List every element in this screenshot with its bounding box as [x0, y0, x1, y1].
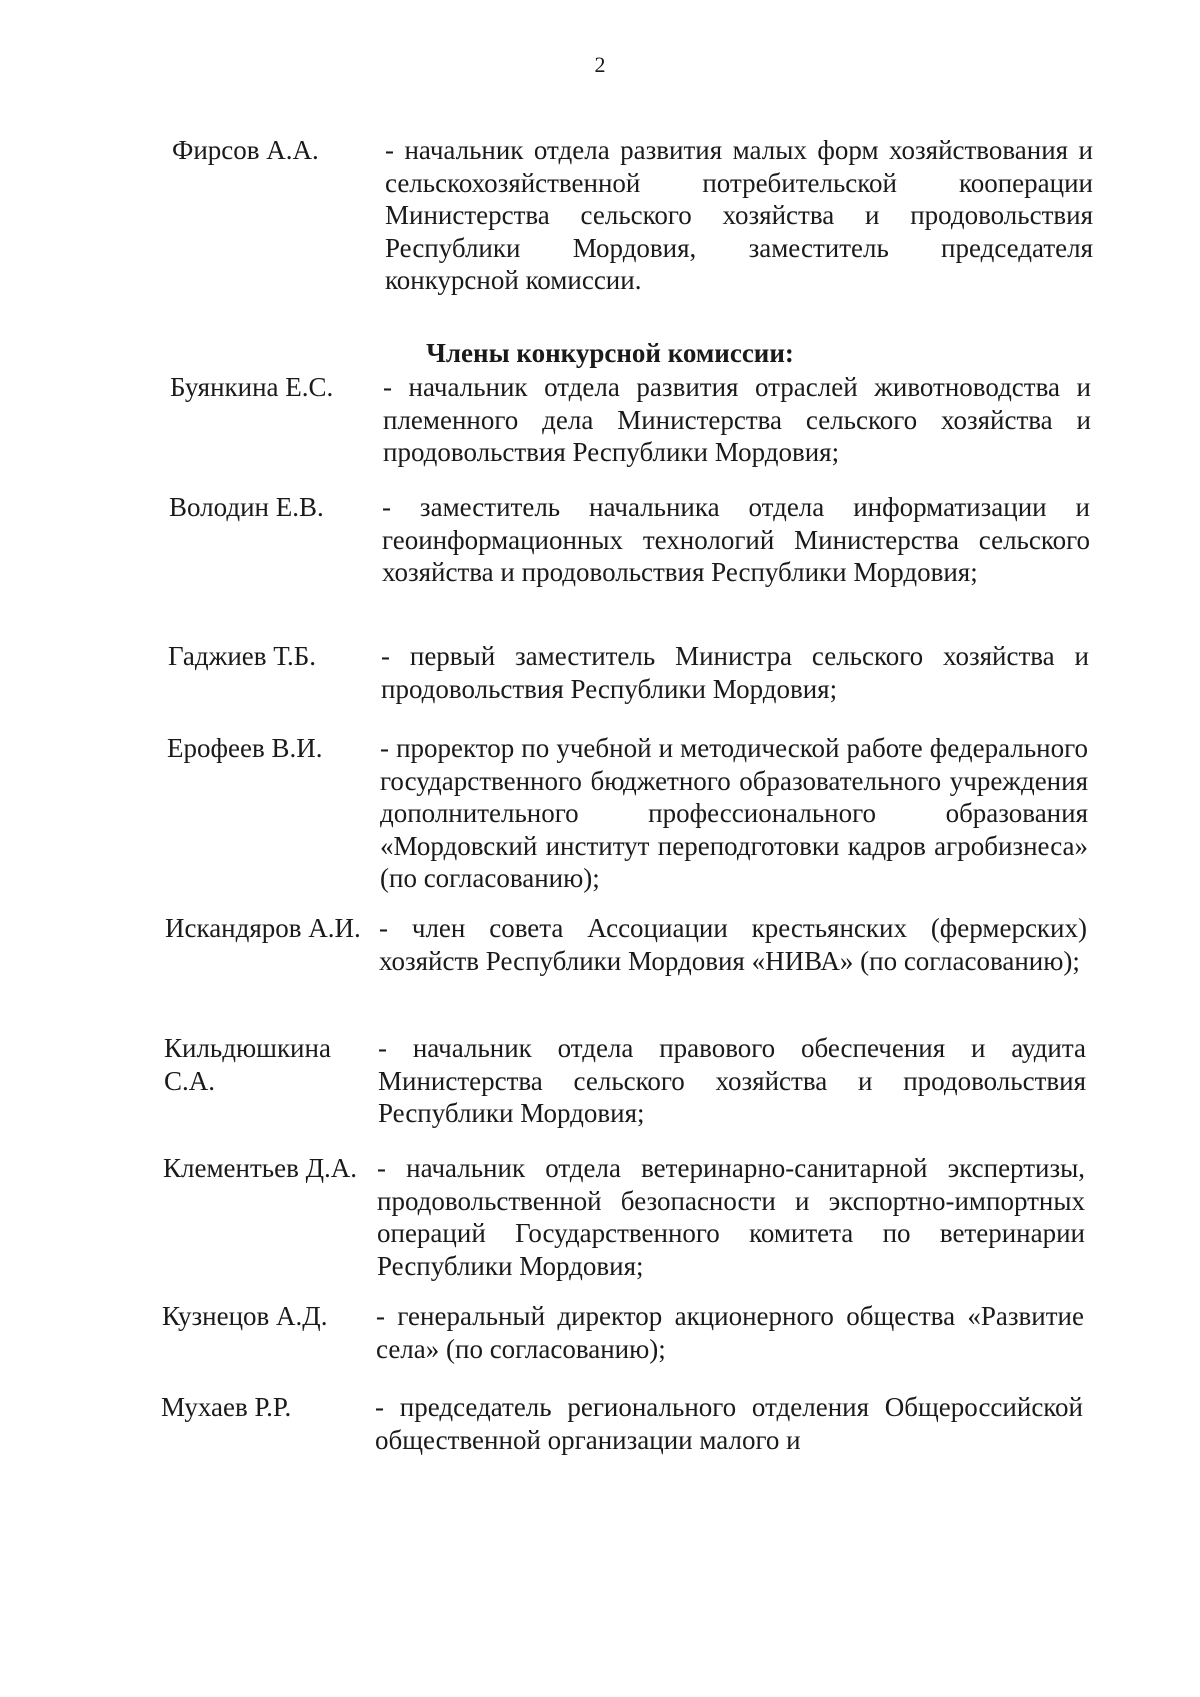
member-name: Володин Е.В.: [169, 492, 324, 522]
member-description: - председатель регионального отделения Общероссийской общественной организации малого и: [375, 1392, 1083, 1455]
member-name: Гаджиев Т.Б.: [168, 641, 317, 671]
member-description: - начальник отдела развития отраслей животноводства и племенного дела Министерства сельского хозяйства и продовольствия Республики Мордовия;: [383, 372, 1091, 467]
member-description: - заместитель начальника отдела информатизации и геоинформационных технологий Министерства сельского хозяйства и продовольствия Республики Мордовия;: [382, 492, 1090, 587]
member-description: - проректор по учебной и методической работе федерального государственного бюджетного образовательного учреждения дополнительного профессионального образования «Мордовский институт переподготовки кадров агробизнеса» (по согласованию);: [380, 733, 1088, 893]
member-description: - член совета Ассоциации крестьянских (фермерских) хозяйств Республики Мордовия «НИВА» (по согласованию);: [379, 913, 1087, 976]
member-name: Буянкина Е.С.: [170, 372, 334, 402]
member-name: Искандяров А.И.: [165, 913, 361, 943]
page-number: 2: [594, 52, 606, 77]
members-heading: Члены конкурсной комиссии:: [426, 338, 794, 368]
member-description: - генеральный директор акционерного общества «Развитие села» (по согласованию);: [376, 1301, 1084, 1364]
member-description: - начальник отдела правового обеспечения и аудита Министерства сельского хозяйства и продовольствия Республики Мордовия;: [378, 1033, 1086, 1128]
member-description: - первый заместитель Министра сельского хозяйства и продовольствия Республики Мордовия;: [381, 641, 1089, 704]
member-name: Ерофеев В.И.: [167, 733, 323, 763]
member-name: Мухаев Р.Р.: [161, 1392, 292, 1422]
member-name: Фирсов А.А.: [172, 135, 319, 165]
member-name: Кильдюшкина С.А.: [164, 1033, 331, 1096]
member-name: Кузнецов А.Д.: [162, 1301, 328, 1331]
member-description: - начальник отдела развития малых форм хозяйствования и сельскохозяйственной потребительской кооперации Министерства сельского хозяйства и продовольствия Республики Мордовия, заместитель председателя конкурсной комиссии.: [385, 135, 1093, 295]
member-description: - начальник отдела ветеринарно-санитарной экспертизы, продовольственной безопасности и экспортно-импортных операций Государственного комитета по ветеринарии Республики Мордовия;: [377, 1153, 1085, 1281]
member-name: Клементьев Д.А.: [163, 1153, 357, 1183]
